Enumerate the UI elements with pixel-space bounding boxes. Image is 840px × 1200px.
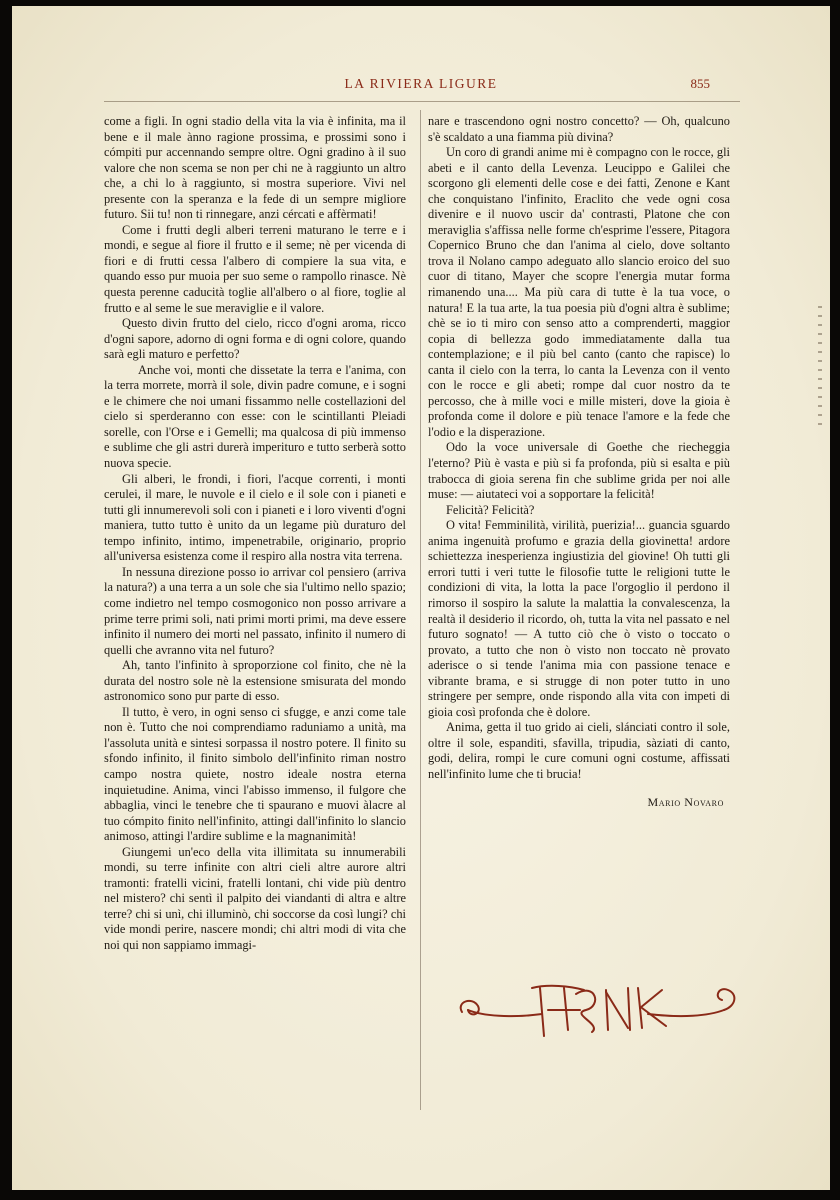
paragraph: Felicità? Felicità? — [446, 502, 535, 517]
paragraph: Odo la voce universale di Goethe che riecheggia l'eterno? Più è vasta e più si fa profonda, più si esalta e più trabocca di gioia serena fin che sublime grida per noi alle muse: — aiutateci voi a sopportare la felicità! — [428, 440, 730, 502]
paragraph: nare e trascendono ogni nostro concetto? — Oh, qualcuno s'è scaldato a una fiamma più divina? — [428, 114, 730, 144]
paragraph: Ah, tanto l'infinito à sproporzione col finito, che nè la durata del nostro sole nè la estensione smisurata del mondo astronomico sono pur parte di esso. — [104, 658, 406, 704]
author-signature: Mario Novaro — [647, 794, 724, 809]
paragraph: Anima, getta il tuo grido ai cieli, slánciati contro il sole, oltre il sole, espanditi, sfavilla, tripudia, sàziati di canto, godi, delira, rompi le cure comuni ogni costume, affissati nell'infinito lume che ti brucia! — [428, 720, 730, 781]
page-number: 855 — [690, 76, 710, 91]
paragraph: Questo divin frutto del cielo, ricco d'ogni aroma, ricco d'ogni sapore, adorno di ogni forma e di ogni colore, quando sarà egli maturo e perfetto? — [104, 316, 406, 362]
paragraph: come a figli. In ogni stadio della vita la via è infinita, ma il bene e il male ànno ragione prossima, e prossimi sono i cómpiti pur accennando sempre oltre. Ogni gradino à il suo valore che non scema se non per chi ne à raggiunto un altro che, a chi lo à raggiunto, si mostra superiore. Vivi nel presente con la speranza e la fede di un sempre migliore futuro. Sii tu! non ti rinnegare, anzi cércati e affèrmati! — [104, 114, 406, 222]
paragraph: Il tutto, è vero, in ogni senso ci sfugge, e anzi come tale non è. Tutto che noi comprendiamo raduniamo a unità, ma l'assoluta unità e sintesi sorpassa il nostro potere. Il finito su sfondo infinito, il finito simbolo dell'infinito riman nostro campo nostra quiete, nostro ideale nostra eterna inquietudine. Anima, vinci l'abisso immenso, il fulgore che abbaglia, vinci le tenebre che ti spaurano e muovi àlacre al tuo cómpito finito nell'infinito, attingi dall'infinito lo slancio animoso, attingi l'ardire sublime e la magnanimità! — [104, 704, 406, 844]
column-divider — [420, 110, 421, 1110]
header-rule — [104, 101, 740, 102]
left-column — [104, 114, 406, 954]
page — [12, 6, 830, 1190]
running-header — [12, 76, 830, 100]
paragraph: Gli alberi, le frondi, i fiori, l'acque correnti, i monti cerulei, il mare, le nuvole e il cielo e il sole con i pianeti e tutti gli innumerevoli soli con i pianeti e i loro viventi d'ogni maniera, tutto tutto è unito da un legame più duraturo del tempo infinito, intimo, impenetrabile, originario, proprio all'universa esistenza come il respiro alla nostra vita terrena. — [104, 471, 406, 564]
paragraph: In nessuna direzione posso io arrivar col pensiero (arriva la natura?) a una terra a un sole che sia l'ultimo nello spazio; come indietro nel tempo cosmogonico non posso arrivare a prime terre primi soli, nati primi morti primi, ma deve essere infinito il numero dei morti nel passato, infinito il numero di quelli che avranno vita nel futuro? — [104, 564, 406, 657]
journal-title: LA RIVIERA LIGURE — [344, 76, 498, 91]
paragraph: Anche voi, monti che dissetate la terra e l'anima, con la terra morrete, morrà il sole, divin padre comune, e i sogni e le chimere che noi umani fissammo nelle costellazioni del cielo si sperderanno con esse: con le scintillanti Pleiadi sorelle, con l'Orse e i Gemelli; ma qualcosa di più immenso e sublime che gli astri durerà imperituro e tutto serberà sotto nuova specie. — [104, 362, 406, 471]
paragraph: Giungemi un'eco della vita illimitata su innumerabili mondi, su terre infinite con altri cieli altre aurore altri tramonti: fratelli vicini, fratelli lontani, chi vide più dentro nel mistero? chi sentì il palpito dei viandanti di altra e altre terre? chi si unì, chi illuminò, chi soccorse da così lungi? chi vide mondi perire, nascere mondi; chi altri modi di vita che noi qui non sappiamo immagi- — [104, 844, 406, 952]
binding-marks — [818, 306, 822, 426]
paragraph: Un coro di grandi anime mi è compagno con le rocce, gli abeti e il canto della Levenza. Leucippo e Galilei che scorgono gli elementi delle cose e dei fatti, Zenone e Kant che conquistano l'infinito, Eraclito che vede ogni cosa divenire e il nuovo uscir da' contrasti, Platone che con meraviglia s'affissa nelle forme ch'esprime l'essere, Pitagora Copernico Bruno che dan l'anima al cielo, dove soltanto trova il Nolano campo adeguato allo slancio eroico del suo cuor di titano, Mayer che scopre l'energia mutar forma rimanendo una.... Ma più cara di tutte è la tua voce, o natura! E la tua arte, la tua poesia più d'ogni altra è sublime; chè se io ti miro con senso atto a comprenderti, maggior copia di bellezza godo immediatamente dalla tua contemplazione; e il più bel canto (canto che rapisce) lo canta il cielo con la terra, lo canta la Levenza con il vento con le rocce e gli abeti; rompe dal cuor nostro da te percosso, che à mille voci e mille misteri, dove la gioia è profonda come il dolore e più tenace l'amore e la fede che l'odio e la disperazione. — [428, 145, 730, 439]
right-column — [428, 114, 730, 810]
paragraph: O vita! Femminilità, virilità, puerizia!... guancia sguardo anima ingenuità profumo e grazia della giovinetta! ardore schiettezza inesperienza ingiustizia del giovine! Oh tutti gli errori tutti i veri tutte le filosofie tutte le religioni tutte le condizioni di vita, la lotta la pace l'orgoglio il perdono il rimorso il sospiro la salute la malattia la convalescenza, la realtà il desiderio il ricordo, oh, tutta la vita nel passato e nel futuro sognato! — A tutto ciò che ò visto o toccato o provato, a tutto che non ò visto non toccato nè provato aderisce o si tende l'anima mia con passione tenace e vibrante brama, e si strugge di non poter tutto in uno stringere per sempre, onde rispondo alla vita con impeti di gioia così profonda che è dolore. — [428, 518, 730, 719]
decorative-ornament-icon — [452, 966, 742, 1046]
paragraph: Come i frutti degli alberi terreni maturano le terre e i mondi, e segue al fiore il frutto e il seme; nè per vicenda di fiori e di frutti cessa l'albero di compiere la sua vita, e quando esso pur muoia per suo seme o rampollo rinasce. Nè questa perenne caducità toglie all'albero o al fiore, toglie al frutto e al seme le sue meraviglie e il valore. — [104, 222, 406, 315]
